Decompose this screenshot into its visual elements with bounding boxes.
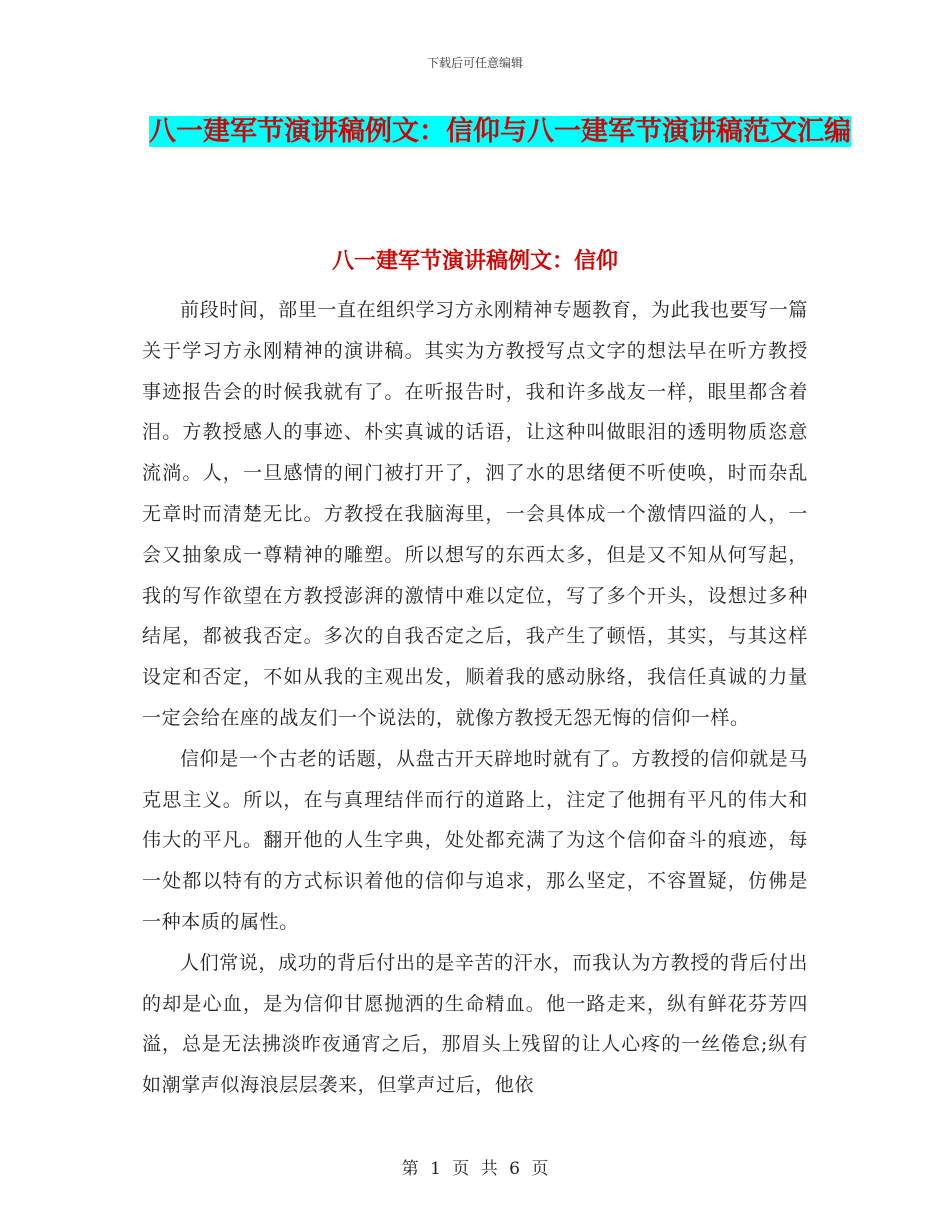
page-footer: 第 1 页 共 6 页 bbox=[401, 1159, 549, 1179]
header-note: 下载后可任意编辑 bbox=[426, 56, 523, 70]
paragraph: 前段时间，部里一直在组织学习方永刚精神专题教育，为此我也要写一篇关于学习方永刚精神的演讲稿。其实为方教授写点文字的想法早在听方教授事迹报告会的时候我就有了。在听报告时，我和许多战友一样，眼里都含着泪。方教授感人的事迹、朴实真诚的话语，让这种叫做眼泪的透明物质恣意流淌。人，一旦感情的闸门被打开了，泗了水的思绪便不听使唤，时而杂乱无章时而清楚无比。方教授在我脑海里，一会具体成一个激情四溢的人，一会又抽象成一尊精神的雕塑。所以想写的东西太多，但是又不知从何写起，我的写作欲望在方教授澎湃的激情中难以定位，写了多个开头，设想过多种结尾，都被我否定。多次的自我否定之后，我产生了顿悟，其实，与其这样设定和否定，不如从我的主观出发，顺着我的感动脉络，我信任真诚的力量一定会给在座的战友们一个说法的，就像方教授无怨无悔的信仰一样。 bbox=[142, 299, 808, 729]
document-title-text: 八一建军节演讲稿例文：信仰与八一建军节演讲稿范文汇编 bbox=[149, 116, 851, 147]
document-title bbox=[140, 106, 860, 158]
section-title: 八一建军节演讲稿例文：信仰 bbox=[331, 249, 618, 274]
document-body bbox=[142, 290, 808, 1106]
paragraph: 人们常说，成功的背后付出的是辛苦的汗水，而我认为方教授的背后付出的却是心血，是为信仰甘愿抛洒的生命精血。他一路走来，纵有鲜花芬芳四溢，总是无法拂淡昨夜通宵之后，那眉头上残留的让人心疼的一丝倦怠;纵有如潮掌声似海浪层层袭来，但掌声过后，他依 bbox=[142, 951, 808, 1097]
paragraph: 信仰是一个古老的话题，从盘古开天辟地时就有了。方教授的信仰就是马克思主义。所以，在与真理结伴而行的道路上，注定了他拥有平凡的伟大和伟大的平凡。翻开他的人生字典，处处都充满了为这个信仰奋斗的痕迹，每一处都以特有的方式标识着他的信仰与追求，那么坚定，不容置疑，仿佛是一种本质的属性。 bbox=[142, 747, 808, 933]
